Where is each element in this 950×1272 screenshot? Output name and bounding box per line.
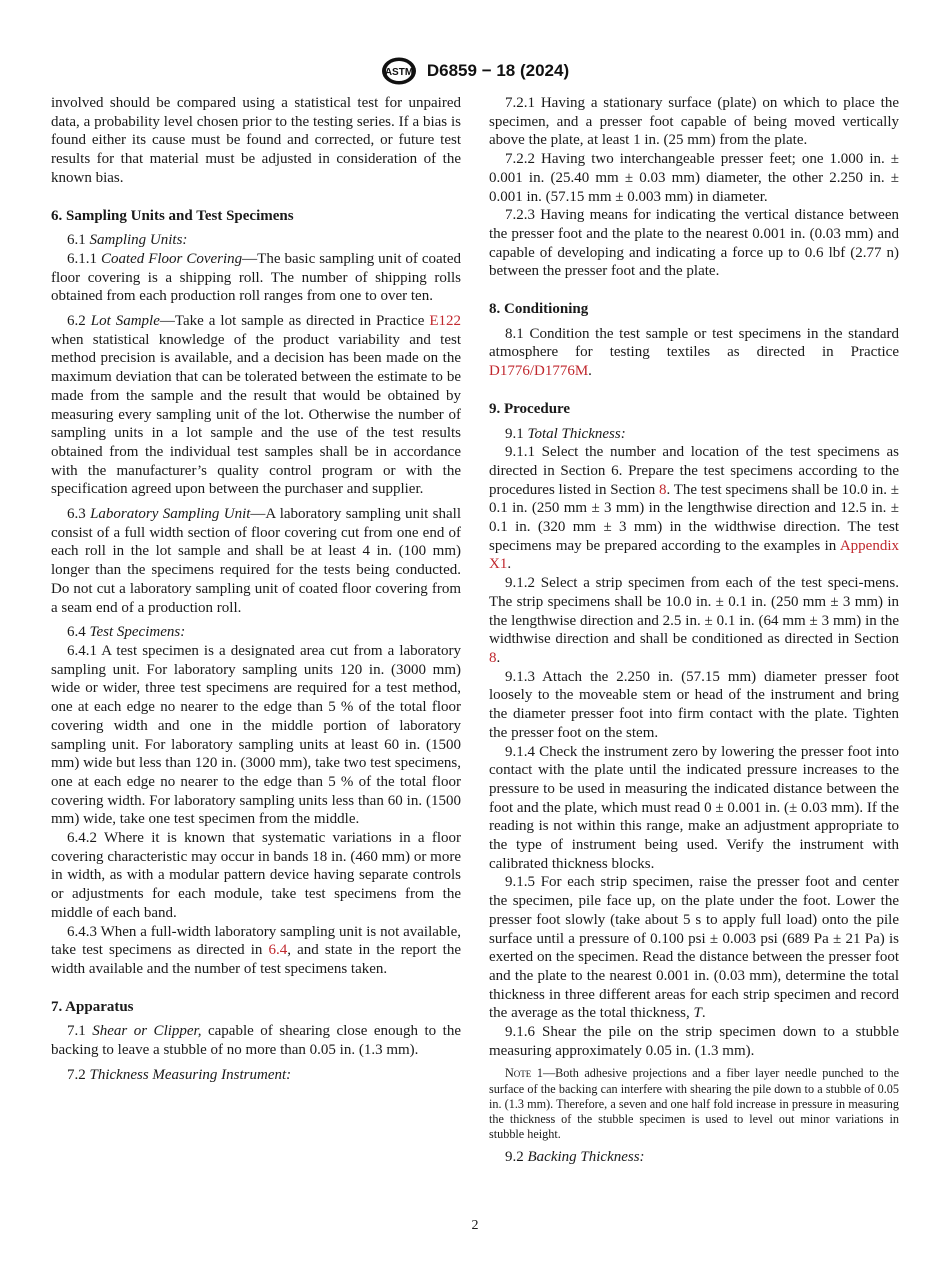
para-9-1-3: 9.1.3 Attach the 2.250 in. (57.15 mm) diameter presser foot loosely to the moveable stem or head of the instrument and bring the diameter presser foot into firm contact with the plate. Tighten the presser foot on the stem. xyxy=(489,668,899,741)
link-d1776[interactable]: D1776/D1776M xyxy=(489,363,589,380)
para-6-4-1: 6.4.1 A test specimen is a designated area cut from a laboratory sampling unit. For laboratory sampling units 120 in. (3000 mm) wide or wider, three test specimens are required for a test method, one at each edge no nearer to the edge than 5 % of the total floor covering width and one in the middle portion of laboratory sampling unit. For laboratory sampling units at least 60 in. (1500 mm) wide but less than 120 in. (3000 mm), take two test specimens, one at each edge no nearer to the edge than 5 % of the total floor covering width. For laboratory sampling units less than 60 in. (1500 mm) wide, take one test specimen from the middle. xyxy=(51,642,461,828)
para-7-2-2: 7.2.2 Having two interchangeable presser feet; one 1.000 in. ± 0.001 in. (25.40 mm ± 0.03 mm) diameter, the other 2.250 in. ± 0.001 in. (57.15 mm ± 0.003 mm) in diameter. xyxy=(489,151,899,205)
para-9-1: 9.1 Total Thickness: xyxy=(505,425,626,442)
para-7-2: 7.2 Thickness Measuring Instrument: xyxy=(67,1066,292,1083)
para-6-4-2: 6.4.2 Where it is known that systematic variations in a floor covering characteristic may occur in bands 18 in. (460 mm) or more in width, as with a modular pattern device having separate controls or adjustments for each module, take test specimens from the middle of each band. xyxy=(51,830,461,921)
link-section-8[interactable]: 8 xyxy=(658,481,667,498)
section-9-heading: 9. Procedure xyxy=(489,400,571,417)
para-9-1-2: 9.1.2 Select a strip specimen from each of the test speci-mens. The strip specimens shall be 10.0 in. ± 0.1 in. (250 mm ± 3 mm) in the lengthwise direction and 2.5 in. ± 0.1 in. (64 mm ± 3 mm) in the widthwise direction and shall be conditioned as directed in Section 8. xyxy=(489,575,899,666)
para-6-4-3: 6.4.3 When a full-width laboratory sampling unit is not available, take test specimens as directed in 6.4, and state in the report the width available and the number of test specimens taken. xyxy=(51,923,462,977)
para-9-1-1: 9.1.1 Select the number and location of the test specimens as directed in Section 6. Prepare the test specimens according to the procedures listed in Section 8. The test specimens shall be 10.0 in. ± 0.1 in. (250 mm ± 3 mm) in the lengthwise direction and 12.5 in. ± 0.1 in. (320 mm ± 3 mm) in the widthwise direction. The test specimens may be prepared according to the examples in Appendix X1. xyxy=(489,444,900,573)
svg-text:ASTM: ASTM xyxy=(384,67,414,78)
page-number: 2 xyxy=(471,1218,479,1233)
para-7-2-1: 7.2.1 Having a stationary surface (plate) on which to place the specimen, and a presser foot capable of being moved vertically above the plate, at least 1 in. (25 mm) from the plate. xyxy=(489,95,899,149)
para-6-1-1: 6.1.1 Coated Floor Covering—The basic sampling unit of coated floor covering is a shipping roll. The number of shipping rolls obtained from each production roll ranges from one to over ten. xyxy=(51,250,462,305)
document-id: D6859 − 18 (2024) xyxy=(426,61,570,80)
para-8-1: 8.1 Condition the test sample or test specimens in the standard atmosphere for testing textiles as directed in Practice D1776/D1776M. xyxy=(489,325,899,380)
page-header xyxy=(0,56,950,86)
link-e122[interactable]: E122 xyxy=(429,313,462,330)
left-column xyxy=(51,94,461,1084)
link-6-4[interactable]: 6.4 xyxy=(268,942,288,959)
para-9-2: 9.2 Backing Thickness: xyxy=(505,1148,645,1165)
section-6-heading: 6. Sampling Units and Test Specimens xyxy=(51,207,294,224)
para-6-1: 6.1 Sampling Units: xyxy=(67,232,188,249)
intro-paragraph: involved should be compared using a statistical test for unpaired data, a probability level chosen prior to the testing series. If a bias is found either its cause must be found and corrected, or future test results for that material must be adjusted in consideration of the known bias. xyxy=(51,95,461,186)
note-1: Note 1—Both adhesive projections and a fiber layer needle punched to the surface of the backing can interfere with shearing the pile down to a stubble of 0.05 in. (1.3 mm). Therefore, a seven and one half fold increase in pressure in measuring the thickness of the stubble specimen is used to level out minor variations in stubble height. xyxy=(489,1066,900,1141)
para-6-4: 6.4 Test Specimens: xyxy=(67,624,186,641)
para-7-1: 7.1 Shear or Clipper, capable of shearing close enough to the backing to leave a stubble of no more than 0.05 in. (1.3 mm). xyxy=(51,1023,461,1059)
para-9-1-6: 9.1.6 Shear the pile on the strip specimen down to a stubble measuring approximately 0.05 in. (1.3 mm). xyxy=(489,1024,899,1059)
astm-logo-icon xyxy=(381,56,417,86)
para-9-1-5: 9.1.5 For each strip specimen, raise the presser foot and center the specimen, pile face up, on the plate under the foot. Lower the presser foot slowly (take about 5 s to apply full load) onto the pile surface until a pressure of 0.100 psi ± 0.003 psi (689 Pa ± 21 Pa) is exerted on the specimen. Read the distance between the presser foot and the plate to the nearest 0.001 in. (0.03 mm), determine the total thickness in three different areas for each strip specimen and record the average as the total thickness, T. xyxy=(489,874,899,1022)
section-8-heading: 8. Conditioning xyxy=(489,301,589,318)
right-column xyxy=(489,94,899,1167)
para-6-3: 6.3 Laboratory Sampling Unit—A laboratory sampling unit shall consist of a full width section of floor covering cut from one end of each roll in the lot sample and shall be at least 4 in. (100 mm) longer than the specimens required for the tests being conducted. Do not cut a laboratory sampling unit of coated floor covering from a seam end of a production roll. xyxy=(51,506,462,616)
link-section-8-b[interactable]: 8 xyxy=(489,649,497,666)
section-7-heading: 7. Apparatus xyxy=(51,998,134,1015)
para-9-1-4: 9.1.4 Check the instrument zero by lowering the presser foot into contact with the plate until the indicated pressure increases to the pressure to be used in measuring the indicated distance between the foot and the plate, which must read 0 ± 0.001 in. (± 0.03 mm). If the reading is not within this range, make an adjustment appropriate to the type of instrument being used. Verify the instrument with calibrated thickness blocks. xyxy=(489,743,899,872)
link-appendix-x1[interactable]: Appendix X1 xyxy=(489,537,899,573)
para-7-2-3: 7.2.3 Having means for indicating the vertical distance between the presser foot and the plate to the nearest 0.001 in. (0.03 mm) and capable of developing and indicating a force up to 0.6 lbf (2.77 n) between the presser foot and the plate. xyxy=(489,207,899,280)
para-6-2: 6.2 Lot Sample—Take a lot sample as directed in Practice E122 when statistical knowledge of the product variability and test method precision is available, and a decision has been made on the maximum deviation that can be tolerated between the estimate to be made from the sample and the result that would be obtained by measuring every sampling unit of the lot. Otherwise the number of sampling units in a lot sample and the use of the test results obtained from the individual test samples shall be in accordance with the manufacturer’s quality control program or with the specification agreed upon between the purchaser and supplier. xyxy=(51,313,462,498)
